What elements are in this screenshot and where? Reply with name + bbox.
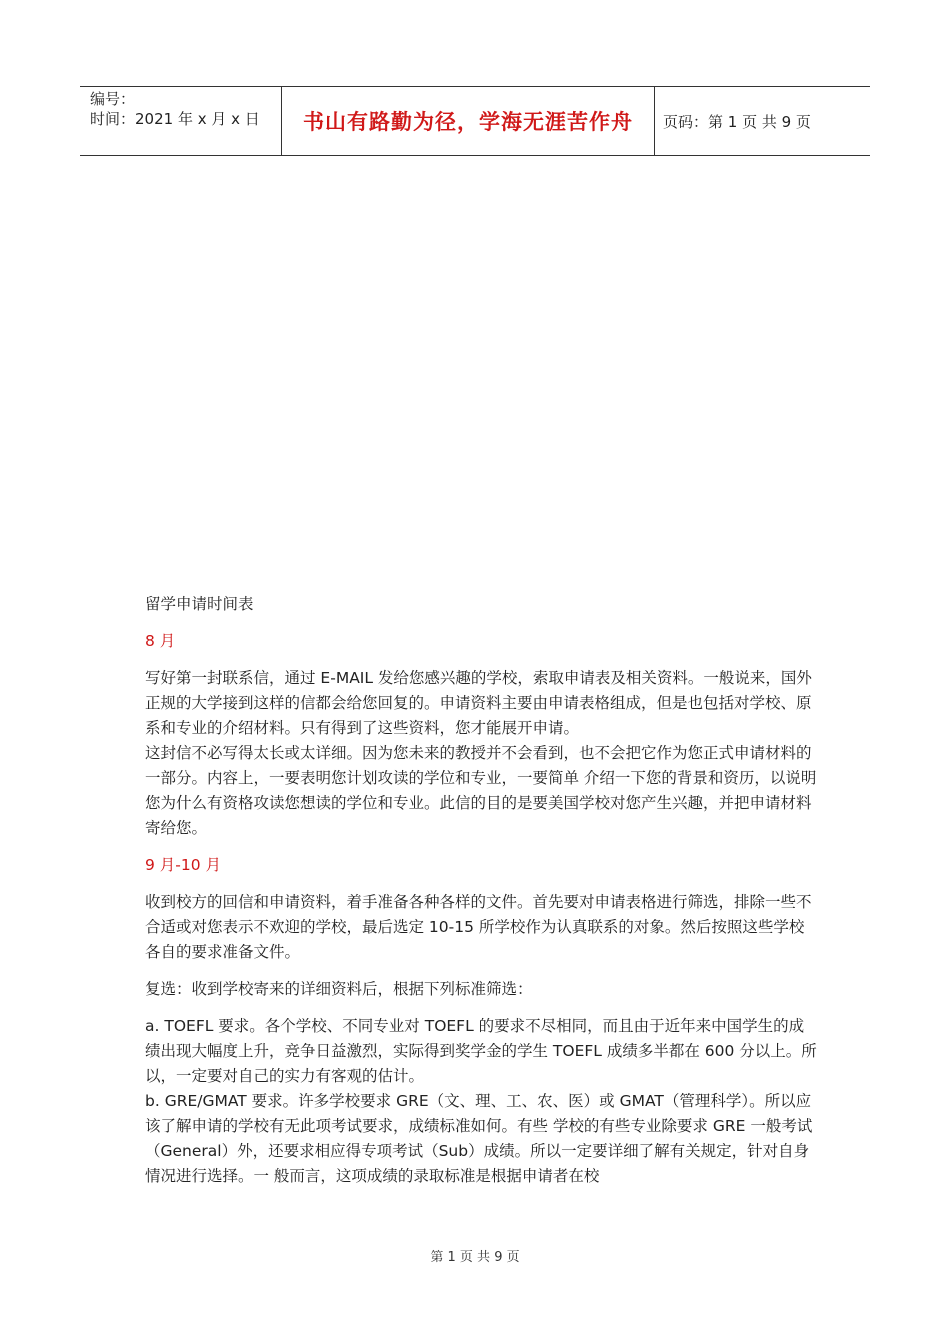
page-footer: 第 1 页 共 9 页 bbox=[430, 1250, 520, 1265]
section-month-sep-oct: 9 月-10 月 bbox=[145, 856, 222, 874]
document-body bbox=[145, 592, 817, 1189]
section-month-aug: 8 月 bbox=[145, 632, 176, 650]
section-aug-paragraph-1: 写好第一封联系信，通过 E-MAIL 发给您感兴趣的学校，索取申请表及相关资料。一般说来，国外正规的大学接到这样的信都会给您回复的。申请资料主要由申请表格组成，但是也包括对学校、原系和专业的介绍材料。只有得到了这些资料，您才能展开申请。 bbox=[145, 669, 812, 737]
section-sep-item-b: b. GRE/GMAT 要求。许多学校要求 GRE（文、理、工、农、医）或 GMAT（管理科学）。所以应该了解申请的学校有无此项考试要求，成绩标准如何。有些 学校的有些专业除要求 GRE 一般考试（General）外，还要求相应得专项考试（Sub）成绩。所以一定要详细了解有关规定，针对自身情况进行选择。一 般而言，这项成绩的录取标准是根据申请者在校 bbox=[145, 1092, 813, 1185]
header-number-label: 编号： bbox=[90, 90, 136, 108]
section-sep-paragraph-2: 复选：收到学校寄来的详细资料后，根据下列标准筛选： bbox=[145, 980, 533, 998]
header-time-label: 时间：2021 年 x 月 x 日 bbox=[90, 110, 260, 128]
document-title: 留学申请时间表 bbox=[145, 595, 254, 613]
section-sep-paragraph-1: 收到校方的回信和申请资料，着手准备各种各样的文件。首先要对申请表格进行筛选，排除一些不合适或对您表示不欢迎的学校，最后选定 10-15 所学校作为认真联系的对象。然后按照这些学校各自的要求准备文件。 bbox=[145, 893, 812, 961]
header-page-info: 页码：第 1 页 共 9 页 bbox=[663, 112, 811, 131]
header-motto: 书山有路勤为径，学海无涯苦作舟 bbox=[281, 87, 655, 155]
section-aug-paragraph-2: 这封信不必写得太长或太详细。因为您未来的教授并不会看到，也不会把它作为您正式申请材料的一部分。内容上，一要表明您计划攻读的学位和专业，一要简单 介绍一下您的背景和资历，以说明您为什么有资格攻读您想读的学位和专业。此信的目的是要美国学校对您产生兴趣，并把申请材料寄给您。 bbox=[145, 744, 817, 837]
section-sep-item-a: a. TOEFL 要求。各个学校、不同专业对 TOEFL 的要求不尽相同，而且由于近年来中国学生的成绩出现大幅度上升，竞争日益激烈，实际得到奖学金的学生 TOEFL 成绩多半都在 600 分以上。所以，一定要对自己的实力有客观的估计。 bbox=[145, 1017, 817, 1085]
document-header bbox=[80, 86, 870, 156]
header-meta bbox=[80, 87, 281, 155]
